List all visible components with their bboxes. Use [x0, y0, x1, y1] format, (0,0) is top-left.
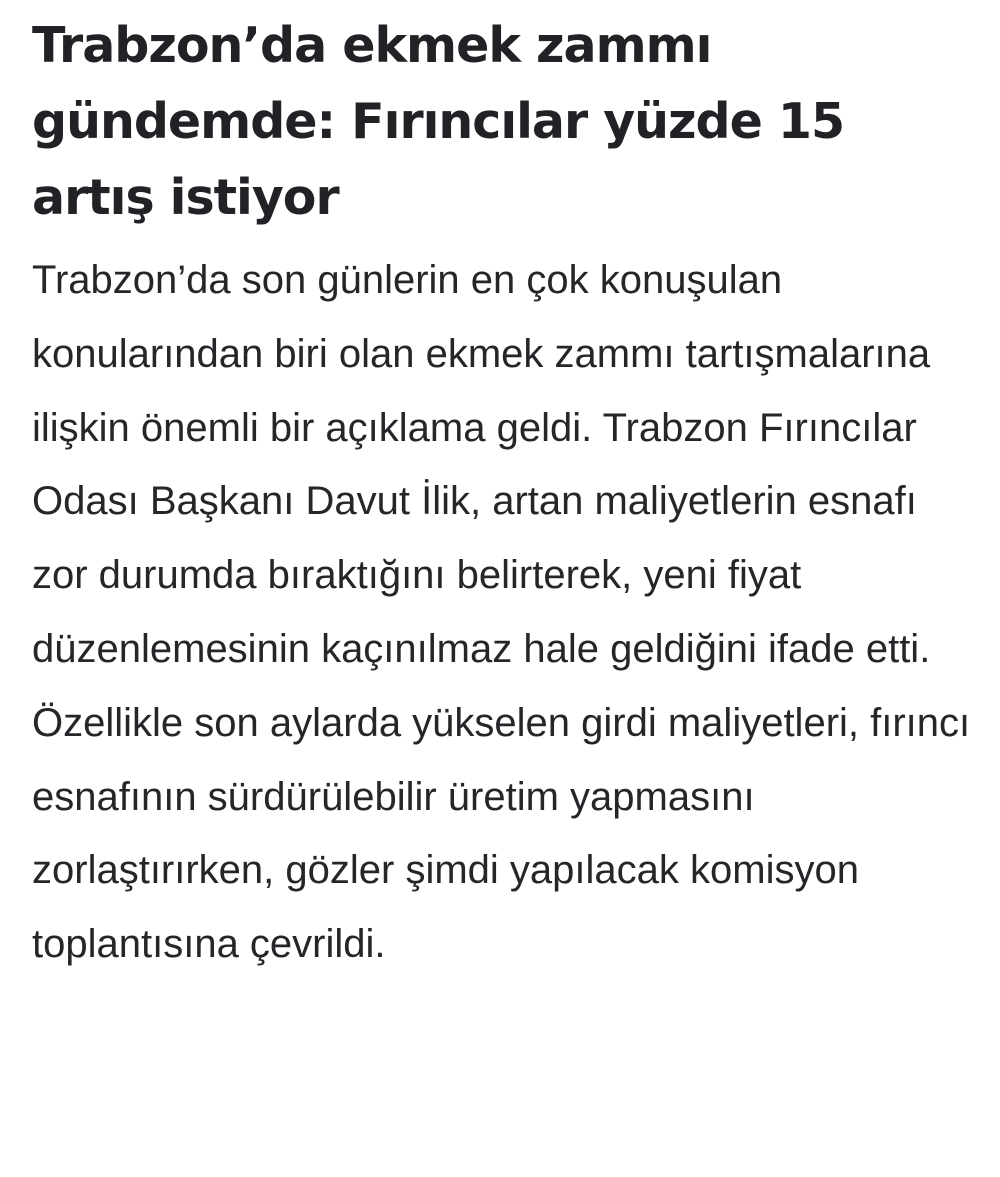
news-article	[32, 0, 972, 982]
article-headline: Trabzon’da ekmek zammı gündemde: Fırıncılar yüzde 15 artış istiyor	[32, 17, 845, 226]
article-body: Trabzon’da son günlerin en çok konuşulan konularından biri olan ekmek zammı tartışmalarına ilişkin önemli bir açıklama geldi. Trabzon Fırıncılar Odası Başkanı Davut İlik, artan maliyetlerin esnafı zor durumda bıraktığını belirterek, yeni fiyat düzenlemesinin kaçınılmaz hale geldiğini ifade etti. Özellikle son aylarda yükselen girdi maliyetleri, fırıncı esnafının sürdürülebilir üretim yapmasını zorlaştırırken, gözler şimdi yapılacak komisyon toplantısına çevrildi.	[32, 258, 971, 967]
